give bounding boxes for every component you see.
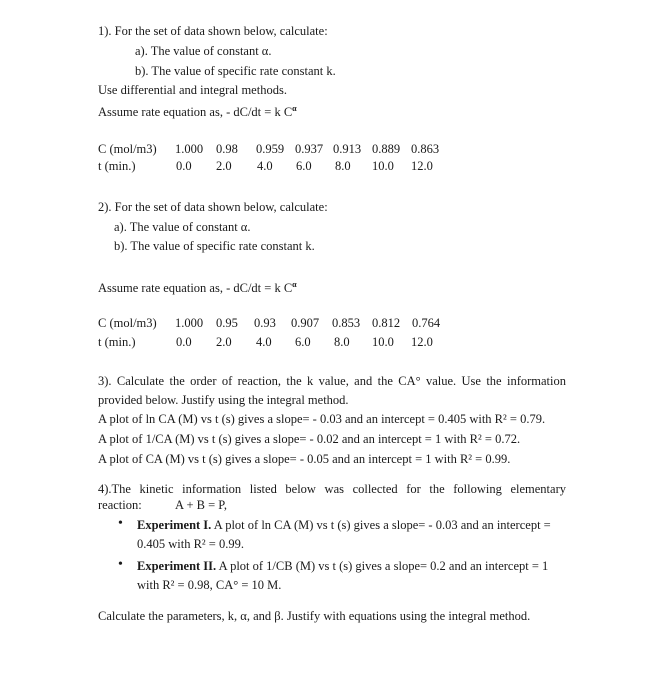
q2-conc-value: 0.812 [372, 316, 401, 330]
q1-time-value: 12.0 [411, 159, 433, 173]
q2-rate-equation-text: Assume rate equation as, - dC/dt = k C [98, 281, 293, 295]
q1-time-row [98, 159, 558, 175]
q2-alpha-superscript: α [292, 280, 297, 289]
q2-conc-value: 0.93 [254, 316, 276, 330]
q1-methods: Use differential and integral methods. [98, 83, 287, 97]
q4-exp2-label: Experiment II. [137, 559, 217, 573]
q4-reaction-equation: A + B = P, [175, 498, 227, 512]
q4-exp1-text: A plot of ln CA (M) vs t (s) gives a slope= - 0.03 and an intercept = [213, 518, 551, 532]
q4-experiment-2 [137, 559, 548, 574]
q2-time-value: 0.0 [176, 335, 192, 349]
q2-time-value: 8.0 [334, 335, 350, 349]
q4-exp2-continuation: with R² = 0.98, CA° = 10 M. [137, 578, 282, 592]
q1-time-value: 0.0 [176, 159, 192, 173]
q2-conc-value: 1.000 [175, 316, 204, 330]
q2-time-value: 10.0 [372, 335, 394, 349]
q4-exp2-text: A plot of 1/CB (M) vs t (s) gives a slope= 0.2 and an intercept = 1 [218, 559, 549, 573]
q1-rate-equation-text: Assume rate equation as, - dC/dt = k C [98, 105, 293, 119]
q3-line-1: 3). Calculate the order of reaction, the k value, and the CA° value. Use the information [98, 374, 566, 388]
q3-line-4: A plot of 1/CA (M) vs t (s) gives a slope= - 0.02 and an intercept = 1 with R² = 0.72. [98, 432, 521, 446]
q1-part-a: a). The value of constant α. [135, 44, 272, 58]
q4-reaction-label: reaction: [98, 498, 142, 512]
q2-part-b: b). The value of specific rate constant k. [114, 239, 315, 253]
q2-time-value: 4.0 [256, 335, 272, 349]
q2-conc-value: 0.853 [332, 316, 361, 330]
q2-time-value: 2.0 [216, 335, 232, 349]
q4-final-instruction: Calculate the parameters, k, α, and β. Justify with equations using the integral method. [98, 609, 531, 623]
q1-conc-value: 1.000 [175, 142, 204, 156]
q2-conc-value: 0.907 [291, 316, 320, 330]
q1-conc-row [98, 142, 558, 158]
q4-experiment-1 [137, 518, 551, 533]
q2-conc-value: 0.95 [216, 316, 238, 330]
q1-conc-value: 0.937 [295, 142, 324, 156]
q3-line-3: A plot of ln CA (M) vs t (s) gives a slope= - 0.03 and an intercept = 0.405 with R² = 0.79. [98, 412, 546, 426]
q1-alpha-superscript: α [292, 104, 297, 113]
q1-time-value: 6.0 [296, 159, 312, 173]
q1-conc-value: 0.913 [333, 142, 362, 156]
q1-time-value: 4.0 [257, 159, 273, 173]
q2-time-value: 12.0 [411, 335, 433, 349]
q1-time-label: t (min.) [98, 159, 136, 173]
q1-time-value: 2.0 [216, 159, 232, 173]
q1-title: 1). For the set of data shown below, calculate: [98, 24, 328, 38]
q1-time-value: 10.0 [372, 159, 394, 173]
q1-conc-label: C (mol/m3) [98, 142, 157, 156]
q1-conc-value: 0.863 [411, 142, 440, 156]
q1-conc-value: 0.98 [216, 142, 238, 156]
q3-line-2: provided below. Justify using the integral method. [98, 393, 349, 407]
q2-conc-value: 0.764 [412, 316, 441, 330]
q3-line-5: A plot of CA (M) vs t (s) gives a slope= - 0.05 and an intercept = 1 with R² = 0.99. [98, 452, 511, 466]
bullet-icon: • [118, 557, 123, 572]
q2-time-label: t (min.) [98, 335, 136, 349]
q1-part-b: b). The value of specific rate constant k. [135, 64, 336, 78]
q2-conc-label: C (mol/m3) [98, 316, 157, 330]
q2-part-a: a). The value of constant α. [114, 220, 251, 234]
q2-time-row [98, 335, 558, 351]
bullet-icon: • [118, 516, 123, 531]
q1-conc-value: 0.959 [256, 142, 285, 156]
q4-exp1-continuation: 0.405 with R² = 0.99. [137, 537, 244, 551]
q2-time-value: 6.0 [295, 335, 311, 349]
q2-rate-equation [98, 277, 297, 296]
q1-time-value: 8.0 [335, 159, 351, 173]
q1-conc-value: 0.889 [372, 142, 401, 156]
q2-title: 2). For the set of data shown below, calculate: [98, 200, 328, 214]
q4-line-1: 4).The kinetic information listed below was collected for the following elementary [98, 482, 566, 496]
q2-conc-row [98, 316, 558, 332]
q4-exp1-label: Experiment I. [137, 518, 212, 532]
q1-rate-equation [98, 101, 297, 120]
